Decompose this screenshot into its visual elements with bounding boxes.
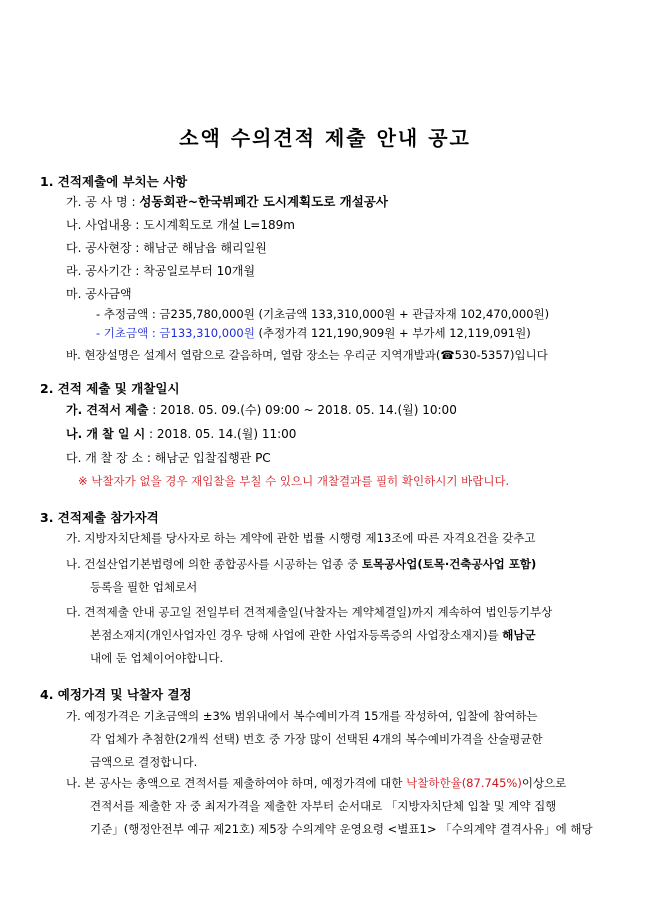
submission-period-value: : 2018. 05. 09.(수) 09:00 ~ 2018. 05. 14.(월) 10:00 bbox=[148, 403, 457, 417]
award-rule-b-text: 나. 본 공사는 총액으로 견적서를 제출하여야 하며, 예정가격에 대한 bbox=[66, 776, 407, 790]
award-rule-b-suffix: 이상으로 bbox=[521, 776, 567, 790]
qualification-b-cont: 등록을 필한 업체로서 bbox=[90, 580, 198, 594]
base-amount-breakdown: (추정가격 121,190,909원 + 부가세 12,119,091원) bbox=[254, 326, 531, 340]
project-content-row: 나. 사업내용 : 도시계획도로 개설 L=189m bbox=[66, 218, 295, 232]
project-name-label: 가. 공 사 명 : bbox=[66, 195, 140, 209]
project-amount-row: 마. 공사금액 bbox=[66, 287, 132, 301]
qualification-b-license: 토목공사업(토목·건축공사업 포함) bbox=[361, 557, 537, 571]
rebid-notice bbox=[78, 473, 509, 489]
award-rule-b-end: 기준」(행정안전부 예규 제21호) 제5장 수의계약 운영요령 <별표1> 「수의계약 결격사유」에 해당 bbox=[90, 822, 593, 836]
base-amount-label: - 기초금액 : 금133,310,000원 bbox=[96, 326, 255, 340]
qualification-c-location: 본점소재지(개인사업자인 경우 당해 사업에 관한 사업자등록증의 사업장소재지)를 bbox=[90, 628, 503, 642]
project-period-row: 라. 공사기간 : 착공일로부터 10개월 bbox=[66, 264, 256, 278]
price-rule-a: 가. 예정가격은 기초금액의 ±3% 범위내에서 복수예비가격 15개를 작성하여, 입찰에 참여하는 bbox=[66, 709, 538, 723]
opening-datetime-row bbox=[66, 426, 296, 442]
project-site-row: 다. 공사현장 : 해남군 해남읍 해리일원 bbox=[66, 241, 267, 255]
qualification-b-text: 나. 건설산업기본법령에 의한 종합공사를 시공하는 업종 중 bbox=[66, 557, 362, 571]
qualification-c-end: 내에 둔 업체이어야합니다. bbox=[90, 651, 224, 665]
price-rule-a-end: 금액으로 결정합니다. bbox=[90, 755, 198, 769]
site-explanation-row: 바. 현장설명은 설계서 열람으로 갈음하며, 열람 장소는 우리군 지역개발과(☎530-5357)입니다 bbox=[66, 348, 548, 362]
submission-period-row bbox=[66, 402, 457, 418]
qualification-b bbox=[66, 556, 536, 572]
award-rule-b bbox=[66, 775, 566, 791]
opening-place-row: 다. 개 찰 장 소 : 해남군 입찰집행관 PC bbox=[66, 451, 271, 465]
project-name-row bbox=[66, 194, 388, 210]
qualification-c: 다. 견적제출 안내 공고일 전일부터 견적제출일(낙찰자는 계약체결일)까지 계속하여 법인등기부상 bbox=[66, 605, 553, 619]
opening-datetime-value: : 2018. 05. 14.(월) 11:00 bbox=[145, 427, 297, 441]
qualification-a: 가. 지방자치단체를 당사자로 하는 계약에 관한 법률 시행령 제13조에 따른 자격요건을 갖추고 bbox=[66, 531, 536, 545]
qualification-c-region: 해남군 bbox=[502, 628, 536, 642]
page-title: 소액 수의견적 제출 안내 공고 bbox=[179, 126, 471, 150]
section-3-heading: 3. 견적제출 참가자격 bbox=[40, 510, 159, 525]
section-2-heading: 2. 견적 제출 및 개찰일시 bbox=[40, 381, 180, 396]
opening-datetime-label: 나. 개 찰 일 시 bbox=[66, 427, 146, 441]
price-rule-a-cont: 각 업체가 추첨한(2개씩 선택) 번호 중 가장 많이 선택된 4개의 복수예비가격을 산술평균한 bbox=[90, 732, 543, 746]
submission-period-label: 가. 견적서 제출 bbox=[66, 403, 149, 417]
project-name-value: 성동회관~한국뷔페간 도시계획도로 개설공사 bbox=[139, 194, 388, 209]
estimated-amount-row: - 추정금액 : 금235,780,000원 (기초금액 133,310,000원 + 관급자재 102,470,000원) bbox=[96, 307, 550, 321]
section-4-heading: 4. 예정가격 및 낙찰자 결정 bbox=[40, 687, 192, 702]
qualification-c-cont bbox=[90, 627, 536, 643]
section-1-heading: 1. 견적제출에 부치는 사항 bbox=[40, 174, 188, 189]
base-amount-row bbox=[96, 325, 531, 341]
award-lower-limit-rate: 낙찰하한율(87.745%) bbox=[406, 776, 522, 790]
rebid-notice-text: ※ 낙찰자가 없을 경우 재입찰을 부칠 수 있으니 개찰결과를 필히 확인하시기 바랍니다. bbox=[78, 474, 510, 488]
award-rule-b-cont: 견적서를 제출한 자 중 최저가격을 제출한 자부터 순서대로 「지방자치단체 입찰 및 계약 집행 bbox=[90, 799, 557, 813]
